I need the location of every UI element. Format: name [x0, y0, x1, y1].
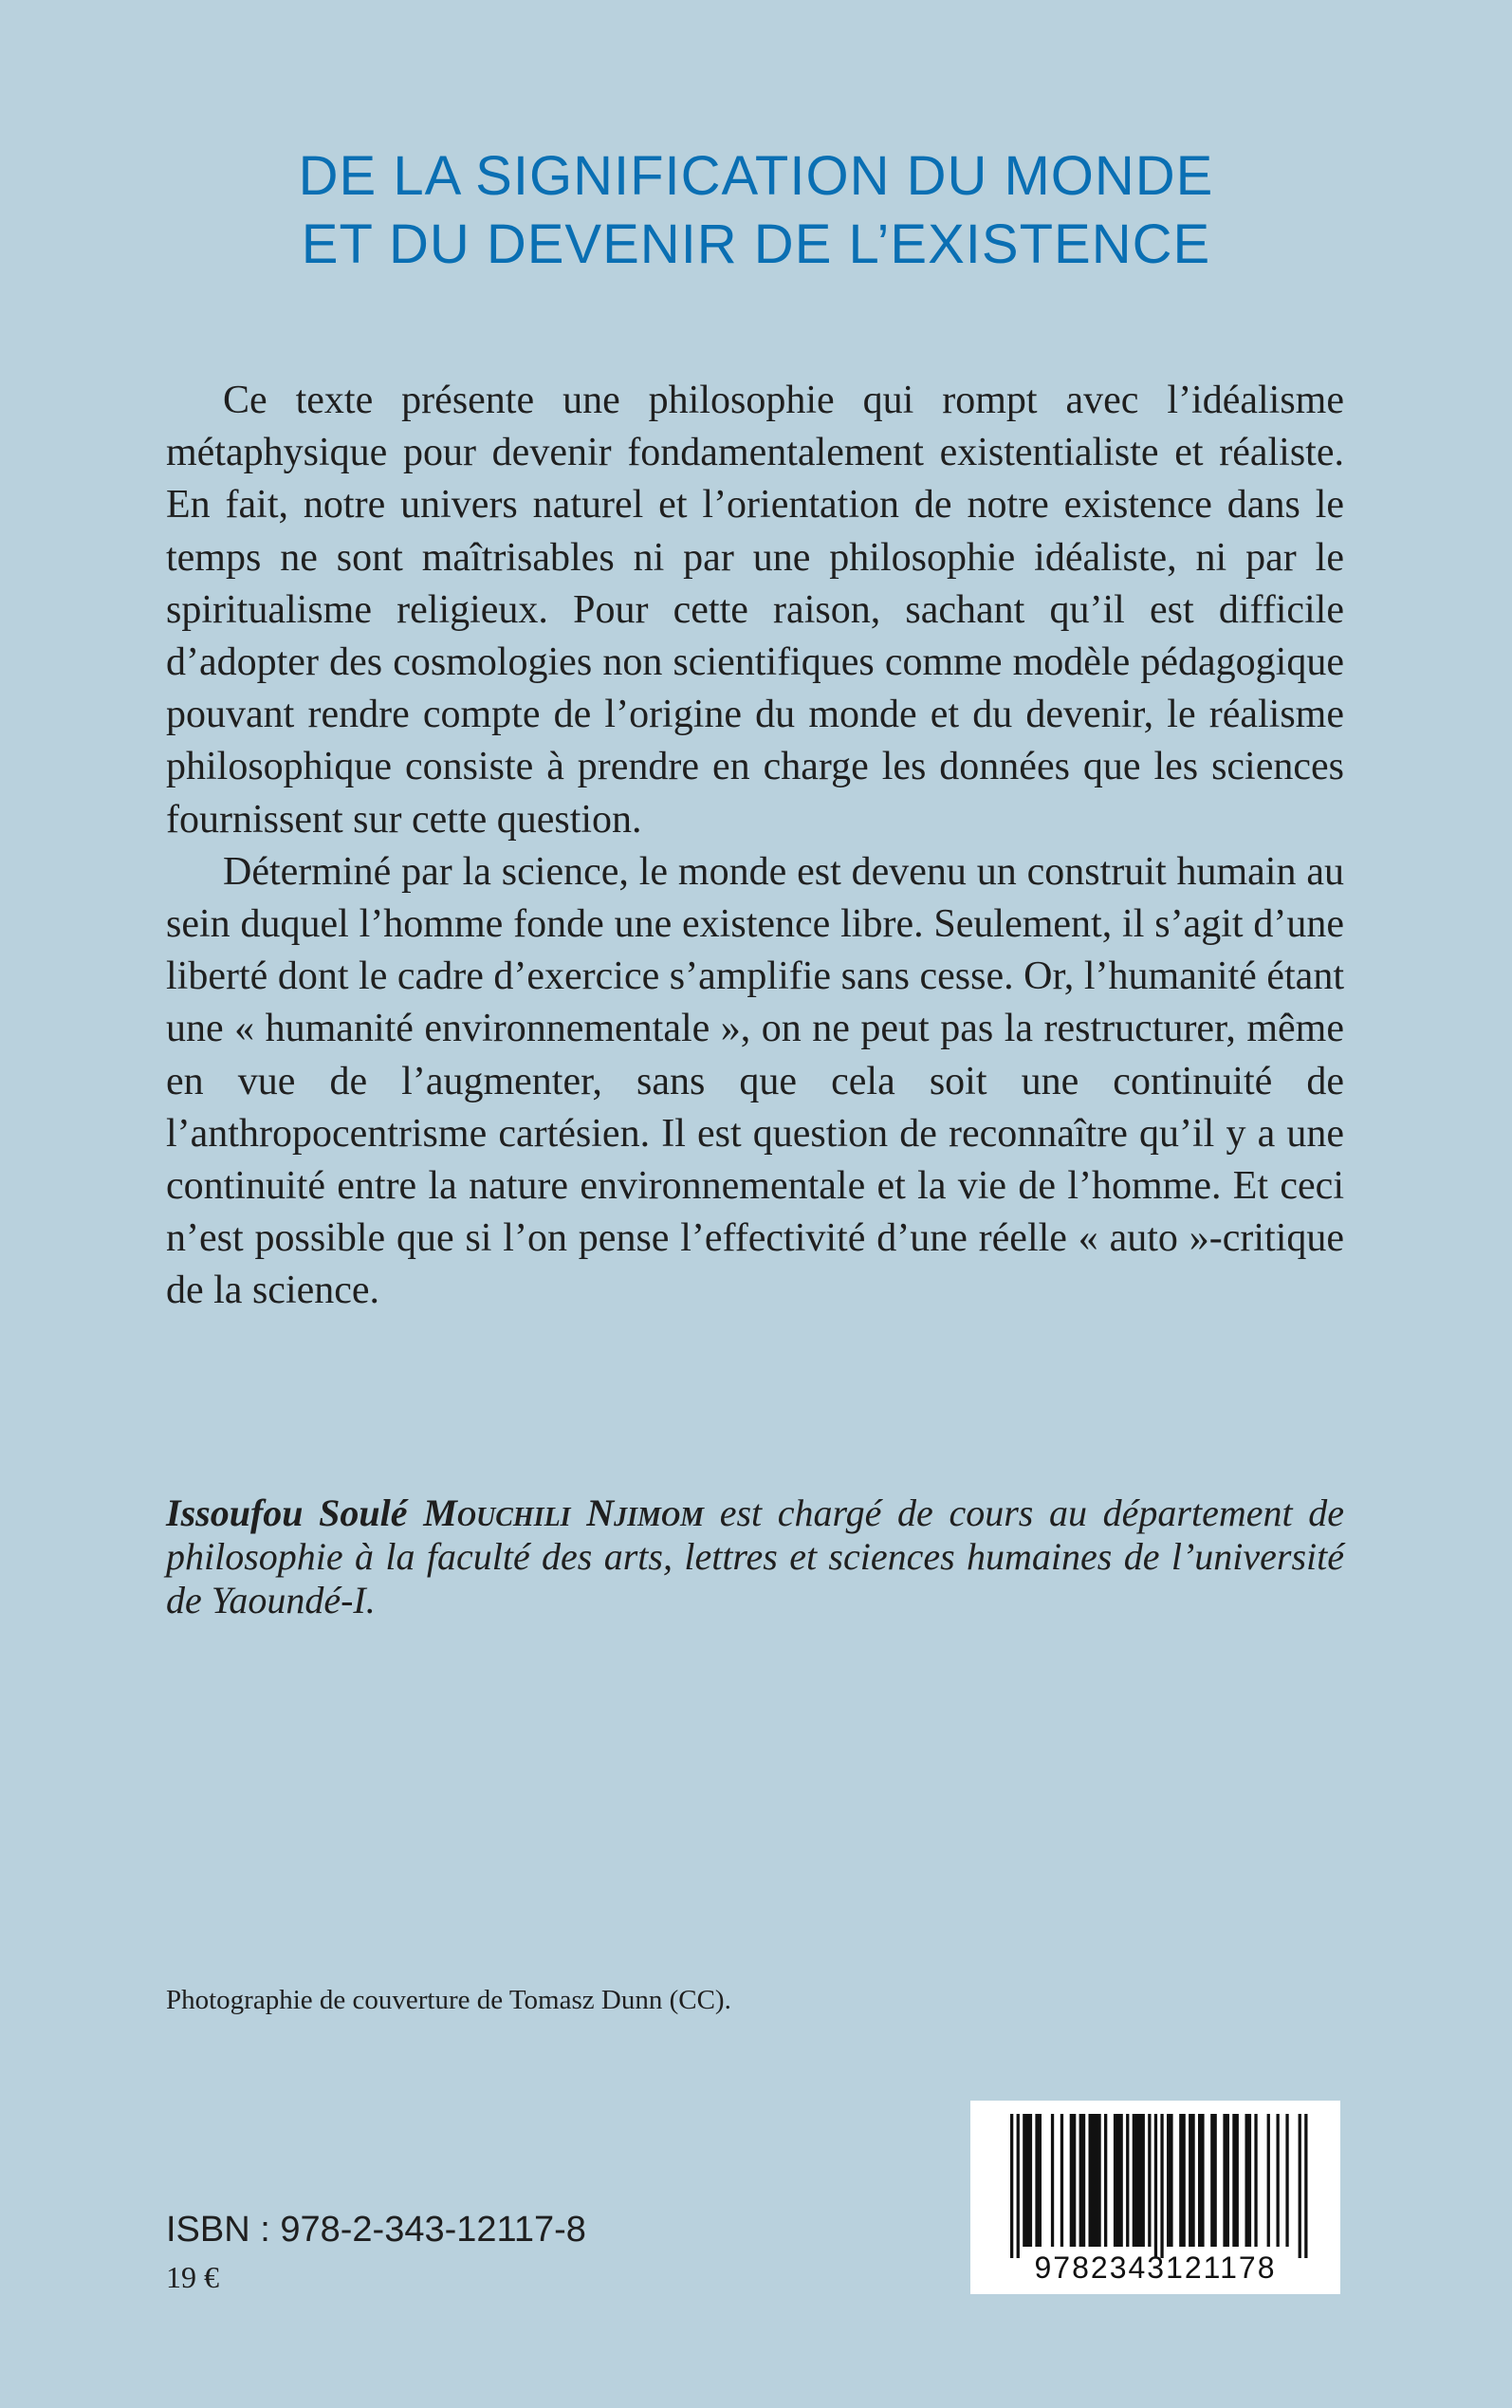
barcode-bar [1035, 2114, 1042, 2247]
book-title [0, 142, 1512, 279]
barcode-guard-bar [1017, 2114, 1020, 2258]
barcode-bar [1079, 2114, 1086, 2247]
barcode-bar [1179, 2114, 1186, 2247]
barcode [970, 2101, 1340, 2294]
blurb [166, 375, 1344, 1318]
barcode-guard-bar [1299, 2114, 1301, 2258]
barcode-bar [1114, 2114, 1123, 2247]
book-title-line-2: ET DU DEVENIR DE L’EXISTENCE [301, 213, 1211, 275]
barcode-bar [1267, 2114, 1270, 2247]
barcode-bar [1126, 2114, 1129, 2247]
book-title-line-1: DE LA SIGNIFICATION DU MONDE [298, 145, 1214, 207]
blurb-paragraph-2: Déterminé par la science, le monde est devenu un construit humain au sein duquel l’homme fonde une existence libre. Seulement, il s’agit d’une liberté dont le cadre d’exercice s’amplifie sans cesse. Or, l’humanité étant une « humanité environnementale », on ne peut pas la restructurer, même en vue de l’augmenter, sans que cela soit une continuité de l’anthropocentrisme cartésien. Il est question de reconnaître qu’il y a une continuité entre la nature environnementale et la vie de l’homme. Et ceci n’est possible que si l’on pense l’effectivité d’une réelle « auto »-critique de la science. [166, 849, 1344, 1313]
photo-credit: Photographie de couverture de Tomasz Dunn (CC). [166, 1985, 731, 2015]
barcode-bar [1254, 2114, 1257, 2247]
barcode-bar [1245, 2114, 1252, 2247]
barcode-guard-bar [1304, 2114, 1307, 2258]
price: 19 € [166, 2260, 219, 2294]
author-last-name: Mouchili Njimom [423, 1491, 705, 1534]
barcode-bar [1167, 2114, 1173, 2247]
isbn: ISBN : 978-2-343-12117-8 [166, 2210, 586, 2250]
author-first-name: Issoufou Soulé [166, 1491, 408, 1534]
barcode-bar [1277, 2114, 1280, 2247]
author-bio-text: est chargé de cours au département de philosophie à la faculté des arts, lettres et sciences humaines de l’université de Yaoundé-I. [166, 1491, 1345, 1621]
barcode-guard-bar [1010, 2114, 1013, 2258]
barcode-bar [1060, 2114, 1063, 2247]
barcode-bar [1189, 2114, 1195, 2247]
barcode-bar [1051, 2114, 1054, 2247]
barcode-bar [1104, 2114, 1107, 2247]
barcode-bar [1023, 2114, 1032, 2247]
barcode-bar [1070, 2114, 1077, 2247]
barcode-bar [1210, 2114, 1217, 2247]
barcode-bar [1089, 2114, 1101, 2247]
barcode-guard-bar [1154, 2114, 1157, 2258]
barcode-bar [1285, 2114, 1288, 2247]
barcode-bar [1198, 2114, 1205, 2247]
barcode-bar [1223, 2114, 1229, 2247]
blurb-paragraph-1: Ce texte présente une philosophie qui rompt avec l’idéalisme métaphysique pour devenir fondamentalement existentialiste et réaliste. En fait, notre univers naturel et l’orientation de notre existence dans le temps ne sont maîtrisables ni par une philosophie idéaliste, ni par le spiritualisme religieux. Pour cette raison, sachant qu’il est difficile d’adopter des cosmologies non scientifiques comme modèle pédagogique pouvant rendre compte de l’origine du monde et du devenir, le réalisme philosophique consiste à prendre en charge les données que les sciences fournissent sur cette question. [166, 379, 1344, 842]
barcode-guard-bar [1160, 2114, 1163, 2258]
barcode-digits: 9782343121178 [1034, 2251, 1277, 2285]
author-bio [166, 1491, 1344, 1622]
barcode-bar [1232, 2114, 1239, 2247]
barcode-bar [1133, 2114, 1145, 2247]
barcode-bar [1148, 2114, 1151, 2247]
